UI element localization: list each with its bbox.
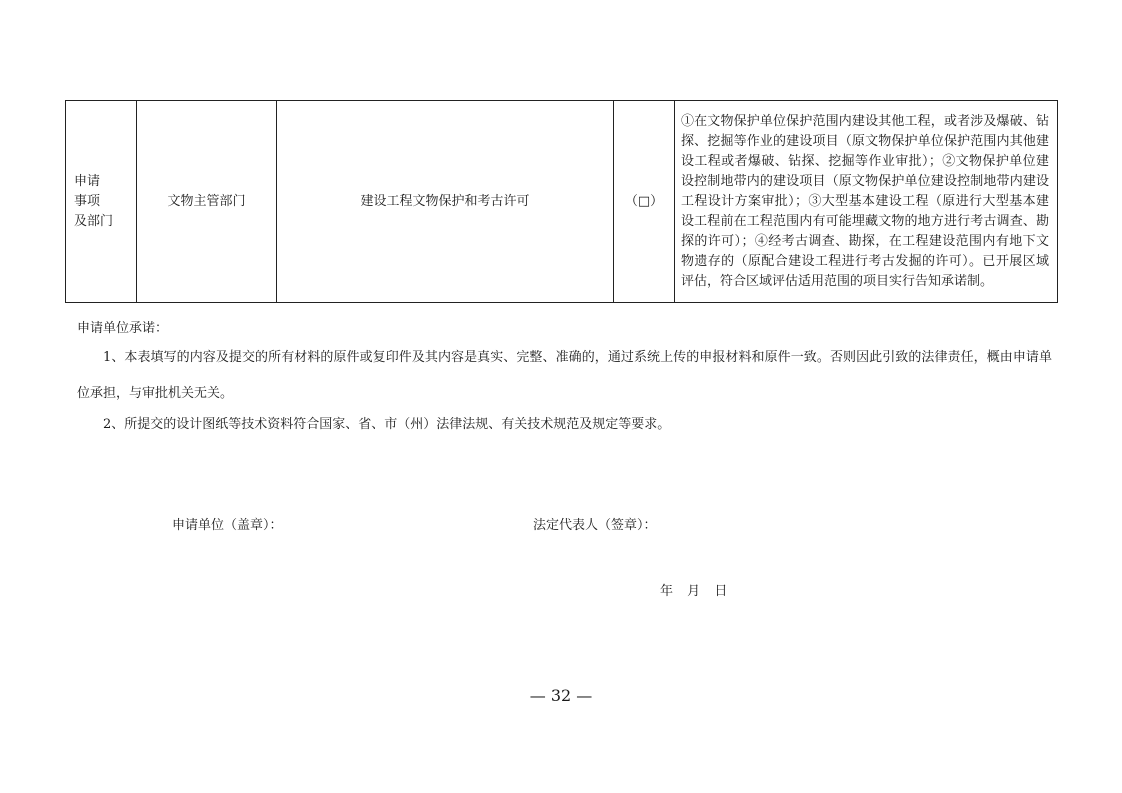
promise-item-1: 1、本表填写的内容及提交的所有材料的原件或复印件及其内容是真实、完整、准确的，通过系统上传的申报材料和原件一致。否则因此引致的法律责任，概由申请单位承担，与审批机关无关。: [77, 350, 1052, 401]
description-cell: ①在文物保护单位保护范围内建设其他工程，或者涉及爆破、钻探、挖掘等作业的建设项目（原文物保护单位保护范围内其他建设工程或者爆破、钻探、挖掘等作业审批）；②文物保护单位建设控制地带内的建设项目（原文物保护单位建设控制地带内建设工程设计方案审批）；③大型基本建设工程（原进行大型基本建设工程前在工程范围内有可能埋藏文物的地方进行考古调查、勘探的许可）；④经考古调查、勘探，在工程建设范围内有地下文物遗存的（原配合建设工程进行考古发掘的许可）。已开展区域评估，符合区域评估适用范围的项目实行告知承诺制。: [675, 101, 1058, 303]
date-day: 日: [714, 584, 728, 599]
item-name-cell: 建设工程文物保护和考古许可: [277, 101, 614, 303]
row-label-line: 及部门: [74, 213, 114, 229]
date-year: 年: [660, 584, 674, 599]
table-row: [66, 101, 1058, 303]
date-month: 月: [687, 584, 701, 599]
date-line: [660, 580, 737, 599]
promise-title: 申请单位承诺：: [77, 321, 169, 336]
legal-representative-label: 法定代表人（签章）：: [533, 518, 657, 533]
promise-item-2: 2、所提交的设计图纸等技术资料符合国家、省、市（州）法律法规、有关技术规范及规定等要求。: [103, 417, 671, 432]
application-table: [65, 100, 1058, 303]
department-cell: 文物主管部门: [137, 101, 277, 303]
row-label-line: 申请: [74, 173, 101, 189]
row-label-line: 事项: [74, 193, 101, 209]
row-label-cell: [66, 101, 137, 303]
page-number: — 32 —: [529, 686, 593, 705]
applicant-seal-label: 申请单位（盖章）：: [172, 518, 283, 533]
checkbox-mark-cell: （□）: [614, 101, 675, 303]
